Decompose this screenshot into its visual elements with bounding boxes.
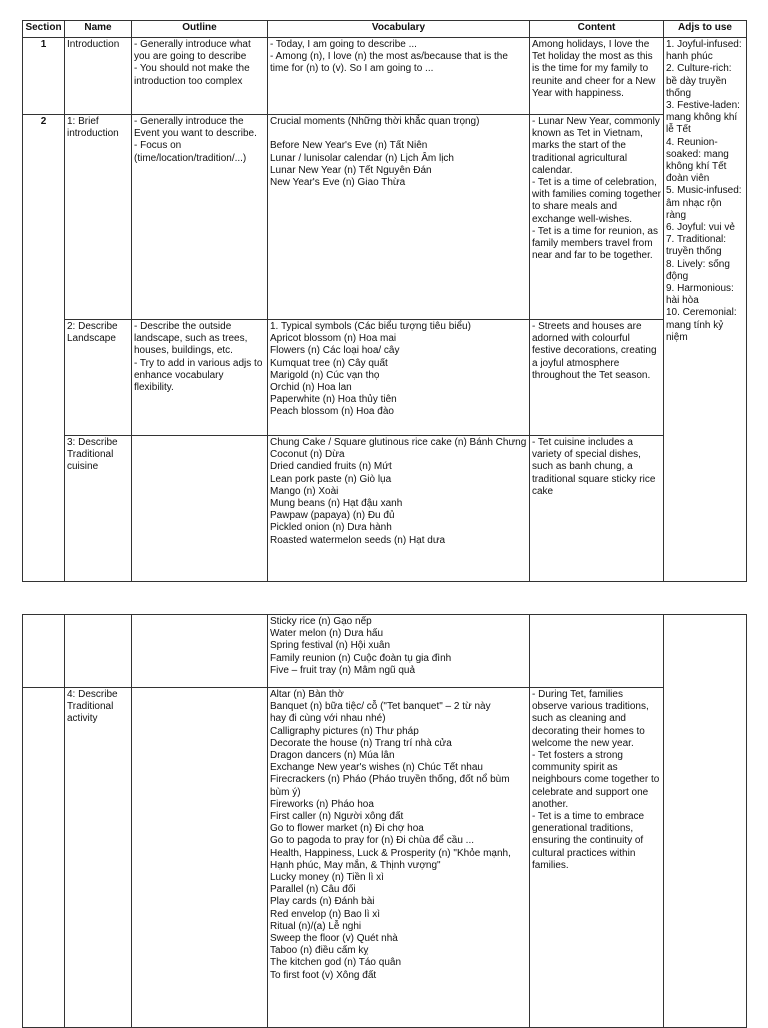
table-row	[23, 436, 747, 582]
vocab-line: Lunar / lunisolar calendar (n) Lịch Âm lịch	[270, 152, 454, 164]
vocab-line: Hạnh phúc, May mắn, & Thịnh vượng"	[270, 859, 441, 871]
vocab-line: Peach blossom (n) Hoa đào	[270, 406, 394, 418]
adj-item: 7. Traditional: truyền thống	[666, 234, 727, 258]
content-line: - During Tet, families observe various traditions, such as cleaning and decorating their homes to welcome the new year.	[532, 689, 649, 749]
vocab-line: Family reunion (n) Cuộc đoàn tụ gia đình	[270, 652, 452, 664]
vocab-line: To first foot (v) Xông đất	[270, 969, 377, 981]
row-name: 3: Describe Traditional cuisine	[65, 436, 132, 582]
vocab-line: Lucky money (n) Tiền lì xì	[270, 872, 384, 884]
vocab-line: Health, Happiness, Luck & Prosperity (n) "Khỏe mạnh,	[270, 847, 511, 859]
content-line: - Lunar New Year, commonly known as Tet in Vietnam, marks the start of the traditional agricultural calendar.	[532, 116, 660, 176]
vocab-line: Water melon (n) Dưa hấu	[270, 628, 384, 640]
vocab-line: Red envelop (n) Bao lì xì	[270, 908, 381, 920]
vocab-line: Marigold (n) Cúc vạn thọ	[270, 369, 380, 381]
vocab-line: - Today, I am going to describe ...	[270, 39, 417, 50]
vocab-line: bùm ý)	[270, 786, 301, 798]
vocab-line: Altar (n) Bàn thờ	[270, 689, 344, 700]
table-row	[23, 115, 747, 320]
header-section: Section	[23, 21, 65, 38]
adj-item: 2. Culture-rich: bề dày truyền thống	[666, 63, 732, 99]
vocab-line: Lunar New Year (n) Tết Nguyên Đán	[270, 164, 432, 176]
row-name: 4: Describe Traditional activity	[65, 688, 132, 1028]
row-outline	[132, 38, 268, 115]
adj-item: 5. Music-infused: âm nhạc rộn ràng	[666, 185, 742, 221]
row-name: 1: Brief introduction	[65, 115, 132, 320]
vocab-line: Orchid (n) Hoa lan	[270, 382, 352, 394]
content-line: - Tet is a time to embrace generational traditions, ensuring the continuity of cultural practices within families.	[532, 811, 645, 871]
vocab-line: Lean pork paste (n) Giò lụa	[270, 473, 392, 485]
vocab-line: Before New Year's Eve (n) Tất Niên	[270, 140, 428, 152]
row-section	[23, 615, 65, 688]
vocab-line: First caller (n) Người xông đất	[270, 811, 404, 823]
outline-line: - You should not make the introduction too complex	[134, 63, 250, 87]
row-content	[530, 615, 664, 688]
vocab-line: Exchange New year's wishes (n) Chúc Tết nhau	[270, 762, 483, 774]
vocab-line: Coconut (n) Dừa	[270, 449, 345, 461]
table-row	[23, 615, 747, 688]
vocab-line: The kitchen god (n) Táo quân	[270, 957, 402, 969]
content-line: - Tet is a time for reunion, as family members travel from near and far to be together.	[532, 225, 658, 262]
adj-item: 9. Harmonious: hài hòa	[666, 283, 734, 307]
row-vocab	[268, 38, 530, 115]
vocab-line: Banquet (n) bữa tiệc/ cỗ ("Tet banquet" – 2 từ này	[270, 701, 491, 713]
header-outline: Outline	[132, 21, 268, 38]
adj-item: 8. Lively: sống động	[666, 258, 730, 282]
adjs-cell	[664, 38, 747, 582]
outline-table	[22, 20, 747, 582]
vocab-line: Dried candied fruits (n) Mứt	[270, 461, 392, 473]
outline-line: - Generally introduce what you are going to describe	[134, 39, 251, 63]
vocab-line: Calligraphy pictures (n) Thư pháp	[270, 725, 419, 737]
row-name: Introduction	[65, 38, 132, 115]
vocab-line: Taboo (n) điều cấm kỵ	[270, 945, 369, 957]
vocab-line: Fireworks (n) Pháo hoa	[270, 798, 374, 810]
vocab-line: 1. Typical symbols (Các biểu tượng tiêu biểu)	[270, 321, 471, 332]
header-vocabulary: Vocabulary	[268, 21, 530, 38]
section-number: 2	[23, 115, 65, 582]
adj-item: 10. Ceremonial: mang tính kỷ niệm	[666, 307, 737, 343]
vocab-line: Chung Cake / Square glutinous rice cake (n) Bánh Chưng	[270, 437, 527, 448]
vocab-line: Five – fruit tray (n) Mâm ngũ quả	[270, 664, 416, 676]
outline-line: - Generally introduce the Event you want to describe.	[134, 116, 257, 140]
row-section	[23, 688, 65, 1028]
vocab-line: Pawpaw (papaya) (n) Đu đủ	[270, 510, 395, 522]
table-row	[23, 320, 747, 436]
outline-line: - Describe the outside landscape, such as trees, houses, buildings, etc.	[134, 321, 248, 357]
vocab-line: Play cards (n) Đánh bài	[270, 896, 375, 908]
vocab-line: Dragon dancers (n) Múa lân	[270, 750, 395, 762]
vocab-line: hay đi cùng với nhau nhé)	[270, 713, 386, 725]
header-name: Name	[65, 21, 132, 38]
vocab-line: Go to pagoda to pray for (n) Đi chùa để cầu ...	[270, 835, 475, 847]
adjs-cell	[664, 615, 747, 1028]
row-content: Among holidays, I love the Tet holiday the most as this is the time for my family to reunite and cheer for a New Year with happiness.	[530, 38, 664, 115]
vocab-line: Flowers (n) Các loại hoa/ cây	[270, 345, 400, 357]
vocab-line: Spring festival (n) Hội xuân	[270, 640, 391, 652]
row-name	[65, 615, 132, 688]
content-line: - Tet fosters a strong community spirit as neighbours come together to celebrate and support one another.	[532, 750, 660, 810]
row-content	[530, 115, 664, 320]
vocab-line: Sweep the floor (v) Quét nhà	[270, 933, 398, 945]
section-number: 1	[23, 38, 65, 115]
row-content	[530, 688, 664, 1028]
row-vocab	[268, 115, 530, 320]
table-row	[23, 688, 747, 1028]
header-adjs: Adjs to use	[664, 21, 747, 38]
vocab-title: Crucial moments (Những thời khắc quan trọng)	[270, 116, 480, 127]
content-line: - Tet is a time of celebration, with families coming together to share meals and exchange well-wishes.	[532, 177, 661, 225]
row-outline	[132, 688, 268, 1028]
vocab-line: Apricot blossom (n) Hoa mai	[270, 333, 397, 345]
vocab-line: Roasted watermelon seeds (n) Hạt dưa	[270, 534, 446, 546]
row-name: 2: Describe Landscape	[65, 320, 132, 436]
adj-item: 1. Joyful-infused: hanh phúc	[666, 39, 742, 63]
row-vocab	[268, 688, 530, 1028]
vocab-line: Decorate the house (n) Trang trí nhà cửa	[270, 737, 452, 749]
vocab-line: Mung beans (n) Hạt đậu xanh	[270, 498, 403, 510]
vocab-line: Parallel (n) Câu đối	[270, 884, 356, 896]
adj-item: 4. Reunion-soaked: mang không khí Tết đoàn viên	[666, 136, 729, 185]
row-outline	[132, 115, 268, 320]
header-row	[23, 21, 747, 38]
vocab-line: Pickled onion (n) Dưa hành	[270, 522, 392, 534]
row-outline	[132, 436, 268, 582]
adj-item: 6. Joyful: vui vẻ	[666, 222, 735, 234]
outline-line: - Try to add in various adjs to enhance vocabulary flexibility.	[134, 357, 263, 394]
row-outline	[132, 615, 268, 688]
row-vocab	[268, 436, 530, 582]
vocab-line: Mango (n) Xoài	[270, 485, 339, 497]
vocab-line: Go to flower market (n) Đi chợ hoa	[270, 823, 424, 835]
vocab-line: Firecrackers (n) Pháo (Pháo truyền thống, đốt nổ bùm	[270, 774, 510, 786]
row-content: - Tet cuisine includes a variety of special dishes, such as banh chung, a traditional square sticky rice cake	[530, 436, 664, 582]
outline-line: - Focus on (time/location/tradition/...)	[134, 140, 247, 164]
table-row	[23, 38, 747, 115]
vocab-line: New Year's Eve (n) Giao Thừa	[270, 177, 406, 188]
blank-line	[270, 128, 527, 140]
adj-item: 3. Festive-laden: mang không khí lễ Tết	[666, 100, 740, 136]
row-vocab	[268, 615, 530, 688]
vocab-line: Sticky rice (n) Gạo nếp	[270, 616, 372, 627]
vocab-line: Paperwhite (n) Hoa thủy tiên	[270, 394, 397, 406]
row-content: - Streets and houses are adorned with colourful festive decorations, creating a joyful atmosphere throughout the Tet season.	[530, 320, 664, 436]
vocab-line: Ritual (n)/(a) Lễ nghi	[270, 920, 362, 932]
row-outline	[132, 320, 268, 436]
header-content: Content	[530, 21, 664, 38]
vocab-line: Kumquat tree (n) Cây quất	[270, 357, 388, 369]
row-vocab	[268, 320, 530, 436]
vocab-line: - Among (n), I love (n) the most as/because that is the time for (n) to (v). So I am going to ...	[270, 51, 508, 75]
outline-table-continued	[22, 614, 747, 1028]
